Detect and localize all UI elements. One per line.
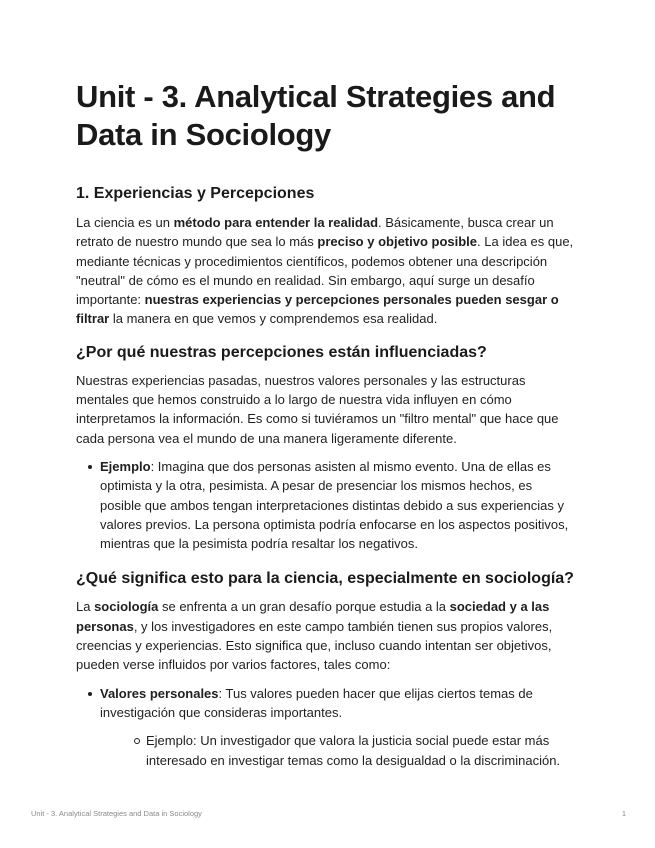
bold-run: sociedad y a las personas — [76, 599, 550, 634]
bullet-label: Valores personales — [100, 685, 219, 701]
section-heading-experiencias: 1. Experiencias y Percepciones — [76, 185, 315, 202]
hollow-bullet-icon — [134, 738, 140, 744]
section-heading-percepciones: ¿Por qué nuestras percepciones están influenciadas? — [76, 343, 487, 361]
section3-paragraph — [76, 597, 576, 674]
page-footer — [31, 809, 626, 818]
text-run: La — [76, 599, 95, 615]
text-run: se enfrenta a un gran desafío porque estudia a la — [158, 599, 450, 615]
bullet-label: Ejemplo — [100, 458, 151, 474]
list-item — [76, 457, 576, 553]
text-run: . Básicamente, busca crear un retrato de nuestro mundo que sea lo más — [76, 215, 554, 250]
section2-bullet-list — [76, 457, 576, 553]
section3-bullet-list — [76, 684, 576, 770]
sub-bullet-list — [100, 731, 576, 770]
section1-paragraph — [76, 213, 576, 329]
bold-run: método para entender la realidad — [173, 215, 379, 230]
footer-title: Unit - 3. Analytical Strategies and Data in Sociology — [31, 809, 202, 818]
sub-bullet-text: Ejemplo: Un investigador que valora la justicia social puede estar más interesado en investigar temas como la desigualdad o la discriminación. — [146, 733, 561, 768]
bullet-text: : Imagina que dos personas asisten al mismo evento. Una de ellas es optimista y la otra, pesimista. A pesar de presenciar los mismos hechos, es posible que ambos tengan interpretaciones distintas debido a sus experiencias y valores previos. La persona optimista podría enfocarse en los aspectos positivos, mientras que la pesimista podría resaltar los negativos. — [100, 458, 569, 552]
text-run: , y los investigadores en este campo también tienen sus propios valores, creencias y experiencias. Esto significa que, incluso cuando intentan ser objetivos, pueden verse influidos por varios factores, tales como: — [76, 618, 553, 673]
bold-run: preciso y objetivo posible — [317, 234, 478, 250]
list-item — [76, 684, 576, 770]
text-run: la manera en que vemos y comprendemos esa realidad. — [109, 311, 438, 327]
document-page — [76, 78, 576, 770]
bold-run: nuestras experiencias y percepciones personales pueden sesgar o filtrar — [76, 292, 559, 327]
bullet-dot-icon — [88, 465, 92, 469]
text-run: . La idea es que, mediante técnicas y procedimientos científicos, podemos obtener una descripción "neutral" de cómo es el mundo en realidad. Sin embargo, aquí surge un desafío importante: — [76, 234, 574, 308]
section2-paragraph: Nuestras experiencias pasadas, nuestros valores personales y las estructuras mentales que hemos construido a lo largo de nuestra vida influyen en cómo interpretamos la información. Es como si tuviéramos un "filtro mental" que hace que cada persona vea el mundo de una manera ligeramente diferente. — [76, 372, 559, 446]
document-title: Unit - 3. Analytical Strategies and Data in Sociology — [76, 79, 556, 152]
bold-run: sociología — [94, 599, 159, 615]
text-run: La ciencia es un — [76, 215, 174, 230]
page-number: 1 — [621, 809, 626, 818]
section-heading-ciencia-sociologia: ¿Qué significa esto para la ciencia, especialmente en sociología? — [76, 570, 574, 588]
bullet-text: : Tus valores pueden hacer que elijas ciertos temas de investigación que consideras importantes. — [100, 685, 533, 720]
sub-list-item — [122, 731, 576, 770]
bullet-dot-icon — [88, 692, 92, 696]
